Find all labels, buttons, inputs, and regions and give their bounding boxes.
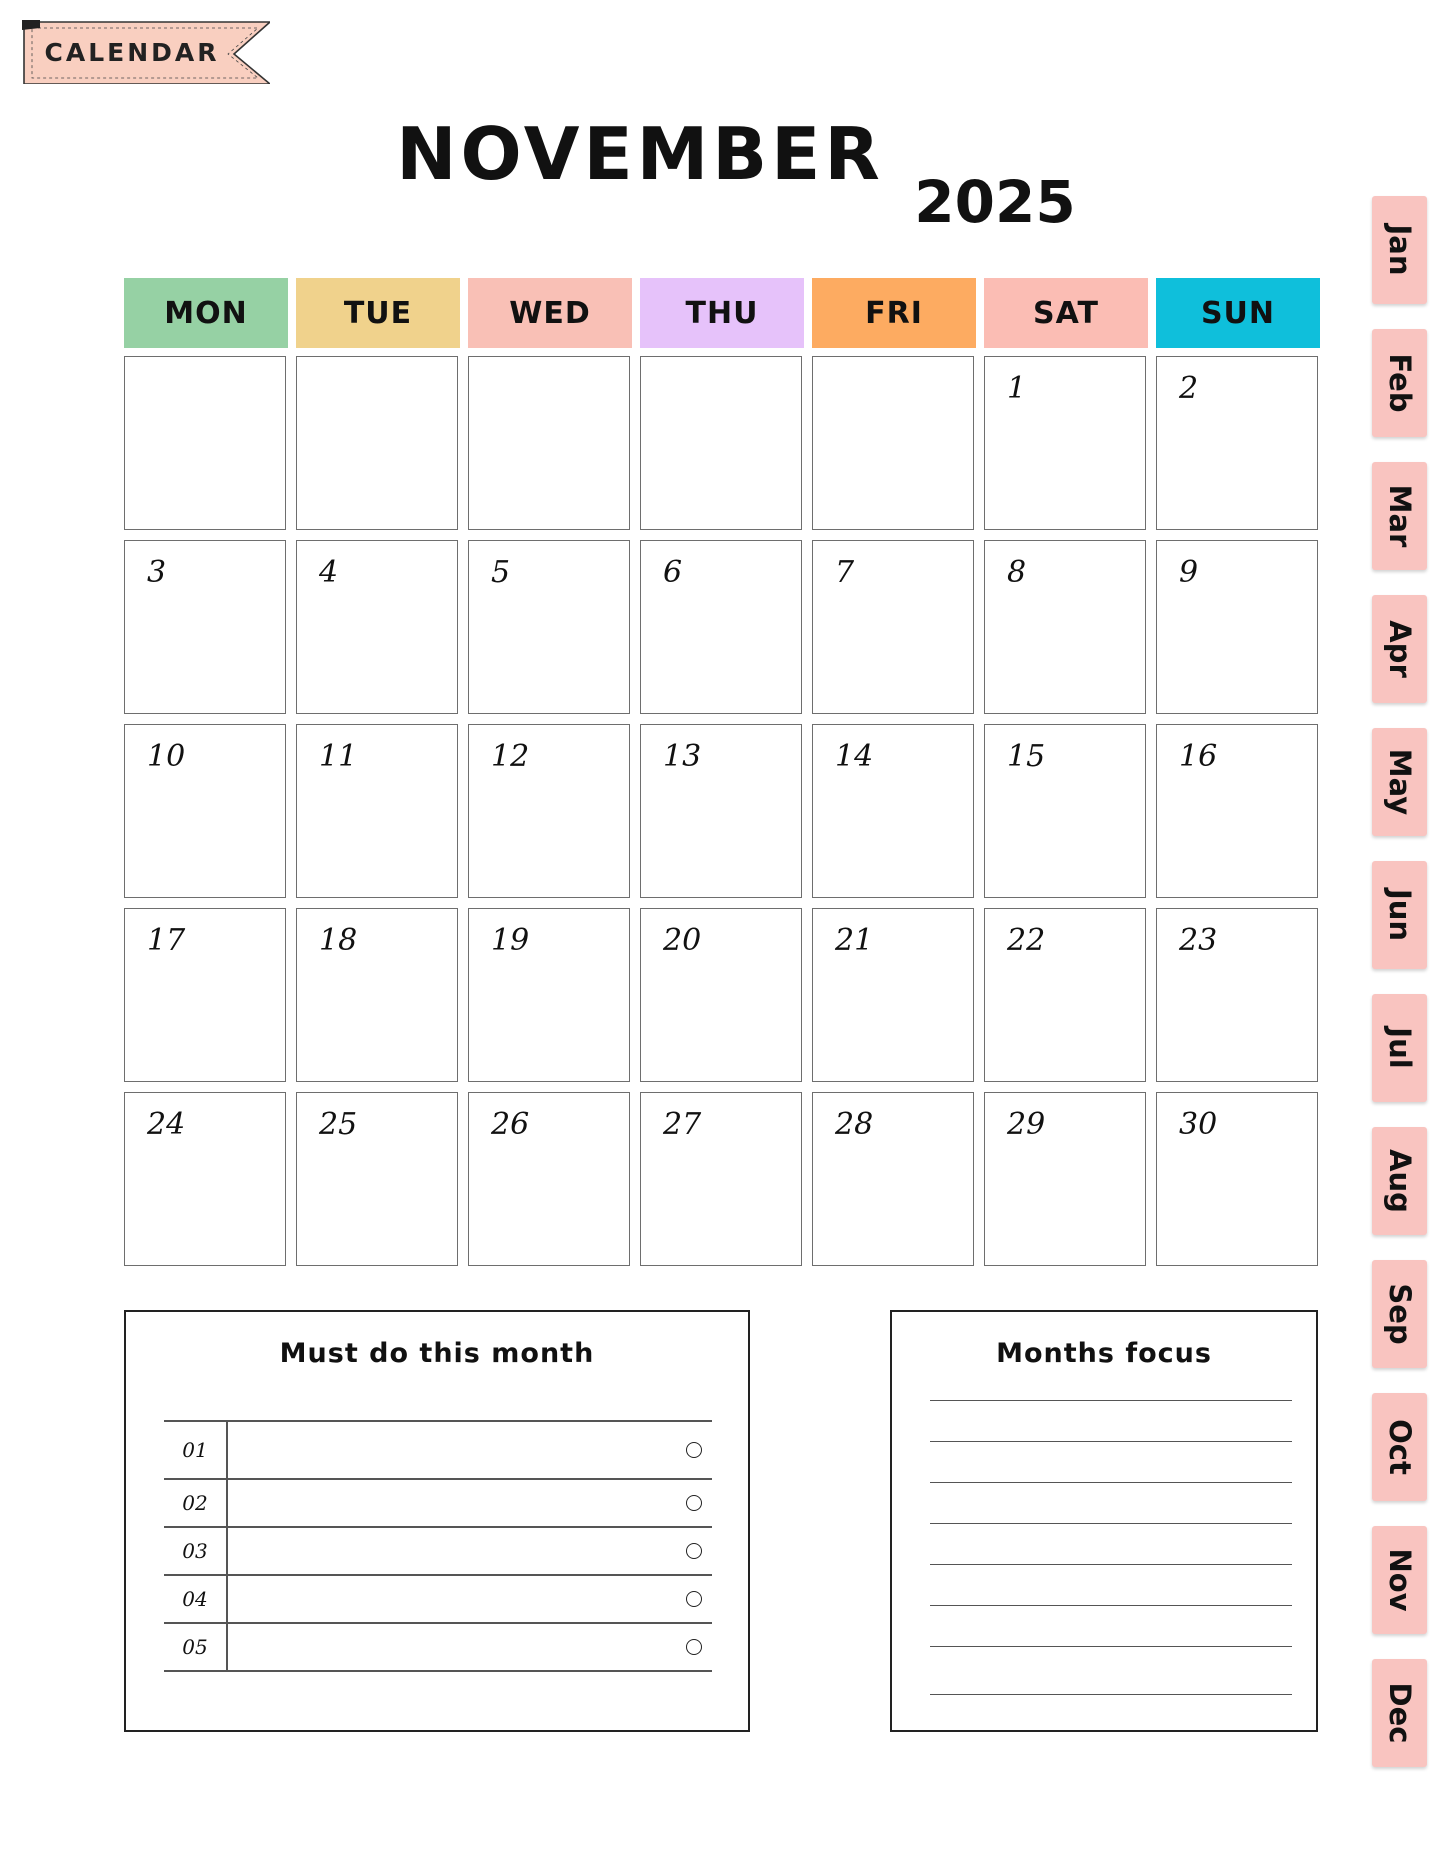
day-cell[interactable] — [640, 1092, 802, 1266]
task-checkbox-icon[interactable] — [686, 1639, 702, 1655]
day-cell[interactable] — [984, 1092, 1146, 1266]
task-checkbox-icon[interactable] — [686, 1591, 702, 1607]
day-cell[interactable] — [124, 1092, 286, 1266]
month-tab-label: Mar — [1382, 484, 1417, 548]
day-cell[interactable] — [1156, 724, 1318, 898]
month-tab-jun[interactable] — [1372, 861, 1427, 969]
weekday-header-row — [124, 278, 1322, 348]
day-cell[interactable] — [296, 1092, 458, 1266]
day-cell[interactable] — [640, 724, 802, 898]
must-do-title: Must do this month — [279, 1338, 595, 1369]
month-tab-nov[interactable] — [1372, 1526, 1427, 1634]
day-number: 11 — [319, 739, 358, 774]
weekday-thu: THU — [640, 278, 804, 348]
month-tab-may[interactable] — [1372, 728, 1427, 836]
month-tab-jan[interactable] — [1372, 196, 1427, 304]
day-cell[interactable] — [1156, 540, 1318, 714]
day-cell[interactable] — [812, 908, 974, 1082]
month-tab-label: Aug — [1382, 1149, 1417, 1213]
day-cell[interactable] — [124, 540, 286, 714]
day-cell[interactable] — [124, 908, 286, 1082]
month-tab-label: Apr — [1382, 620, 1417, 678]
day-cell[interactable] — [984, 356, 1146, 530]
day-number: 5 — [491, 555, 511, 590]
weekday-sun: SUN — [1156, 278, 1320, 348]
day-number: 3 — [147, 555, 167, 590]
day-number: 6 — [663, 555, 683, 590]
month-tab-sep[interactable] — [1372, 1260, 1427, 1368]
day-number: 4 — [319, 555, 339, 590]
day-cell[interactable] — [468, 356, 630, 530]
month-tab-label: Feb — [1382, 353, 1417, 413]
day-cell[interactable] — [468, 1092, 630, 1266]
day-number: 24 — [147, 1107, 186, 1142]
month-tab-label: Jun — [1382, 888, 1417, 942]
task-row[interactable] — [164, 1526, 712, 1574]
day-cell[interactable] — [468, 724, 630, 898]
day-number: 26 — [491, 1107, 530, 1142]
task-row[interactable] — [164, 1622, 712, 1670]
focus-writing-line[interactable] — [930, 1441, 1292, 1442]
month-title: NOVEMBER — [396, 112, 884, 196]
focus-writing-line[interactable] — [930, 1400, 1292, 1401]
day-number: 21 — [835, 923, 874, 958]
day-number: 17 — [147, 923, 186, 958]
day-cell[interactable] — [296, 356, 458, 530]
task-checkbox-icon[interactable] — [686, 1543, 702, 1559]
calendar-banner — [20, 18, 270, 84]
day-cell[interactable] — [468, 540, 630, 714]
day-cell[interactable] — [984, 724, 1146, 898]
weekday-sat: SAT — [984, 278, 1148, 348]
day-cell[interactable] — [1156, 356, 1318, 530]
day-cell[interactable] — [640, 356, 802, 530]
day-cell[interactable] — [812, 724, 974, 898]
day-number: 25 — [319, 1107, 358, 1142]
day-number: 27 — [663, 1107, 702, 1142]
day-number: 7 — [835, 555, 855, 590]
day-number: 13 — [663, 739, 702, 774]
focus-writing-line[interactable] — [930, 1605, 1292, 1606]
year-title: 2025 — [914, 168, 1076, 236]
day-cell[interactable] — [812, 540, 974, 714]
focus-writing-line[interactable] — [930, 1482, 1292, 1483]
day-cell[interactable] — [1156, 1092, 1318, 1266]
focus-writing-line[interactable] — [930, 1564, 1292, 1565]
day-cell[interactable] — [984, 908, 1146, 1082]
day-number: 30 — [1179, 1107, 1218, 1142]
weekday-fri: FRI — [812, 278, 976, 348]
month-tab-dec[interactable] — [1372, 1659, 1427, 1767]
day-cell[interactable] — [296, 724, 458, 898]
day-number: 15 — [1007, 739, 1046, 774]
day-number: 22 — [1007, 923, 1046, 958]
focus-writing-line[interactable] — [930, 1694, 1292, 1695]
day-cell[interactable] — [296, 540, 458, 714]
day-cell[interactable] — [468, 908, 630, 1082]
focus-writing-line[interactable] — [930, 1646, 1292, 1647]
month-tab-label: Sep — [1382, 1283, 1417, 1345]
day-number: 19 — [491, 923, 530, 958]
day-cell[interactable] — [812, 356, 974, 530]
day-number: 10 — [147, 739, 186, 774]
month-tab-mar[interactable] — [1372, 462, 1427, 570]
day-cell[interactable] — [640, 540, 802, 714]
day-number: 18 — [319, 923, 358, 958]
month-tab-label: Jan — [1382, 224, 1417, 276]
day-cell[interactable] — [124, 356, 286, 530]
day-number: 2 — [1179, 371, 1199, 406]
task-number: 03 — [164, 1528, 228, 1574]
weekday-wed: WED — [468, 278, 632, 348]
weekday-tue: TUE — [296, 278, 460, 348]
day-cell[interactable] — [296, 908, 458, 1082]
task-number: 02 — [164, 1480, 228, 1526]
day-number: 29 — [1007, 1107, 1046, 1142]
month-tab-label: Nov — [1382, 1548, 1417, 1612]
day-number: 28 — [835, 1107, 874, 1142]
task-number: 01 — [164, 1422, 228, 1478]
month-tab-jul[interactable] — [1372, 994, 1427, 1102]
month-tab-oct[interactable] — [1372, 1393, 1427, 1501]
day-cell[interactable] — [984, 540, 1146, 714]
banner-label: CALENDAR — [44, 38, 220, 67]
month-tab-aug[interactable] — [1372, 1127, 1427, 1235]
months-focus-box — [890, 1310, 1318, 1732]
month-tab-label: Dec — [1382, 1682, 1417, 1744]
month-tab-label: Jul — [1382, 1027, 1417, 1069]
day-number: 9 — [1179, 555, 1199, 590]
month-tab-label: Oct — [1382, 1419, 1417, 1475]
day-number: 12 — [491, 739, 530, 774]
task-number: 04 — [164, 1576, 228, 1622]
task-number: 05 — [164, 1624, 228, 1670]
day-cell[interactable] — [1156, 908, 1318, 1082]
day-number: 1 — [1007, 371, 1027, 406]
task-list-bottom-line — [164, 1670, 712, 1672]
task-checkbox-icon[interactable] — [686, 1495, 702, 1511]
task-row[interactable] — [164, 1574, 712, 1622]
day-number: 16 — [1179, 739, 1218, 774]
must-do-box — [124, 1310, 750, 1732]
months-focus-title: Months focus — [996, 1338, 1212, 1369]
focus-writing-line[interactable] — [930, 1523, 1292, 1524]
month-tab-apr[interactable] — [1372, 595, 1427, 703]
month-tab-label: May — [1382, 748, 1417, 816]
weekday-mon: MON — [124, 278, 288, 348]
task-checkbox-icon[interactable] — [686, 1442, 702, 1458]
day-number: 14 — [835, 739, 874, 774]
day-number: 8 — [1007, 555, 1027, 590]
day-number: 20 — [663, 923, 702, 958]
day-cell[interactable] — [640, 908, 802, 1082]
month-tab-feb[interactable] — [1372, 329, 1427, 437]
task-row[interactable] — [164, 1478, 712, 1526]
day-cell[interactable] — [124, 724, 286, 898]
day-number: 23 — [1179, 923, 1218, 958]
task-row[interactable] — [164, 1420, 712, 1478]
day-cell[interactable] — [812, 1092, 974, 1266]
